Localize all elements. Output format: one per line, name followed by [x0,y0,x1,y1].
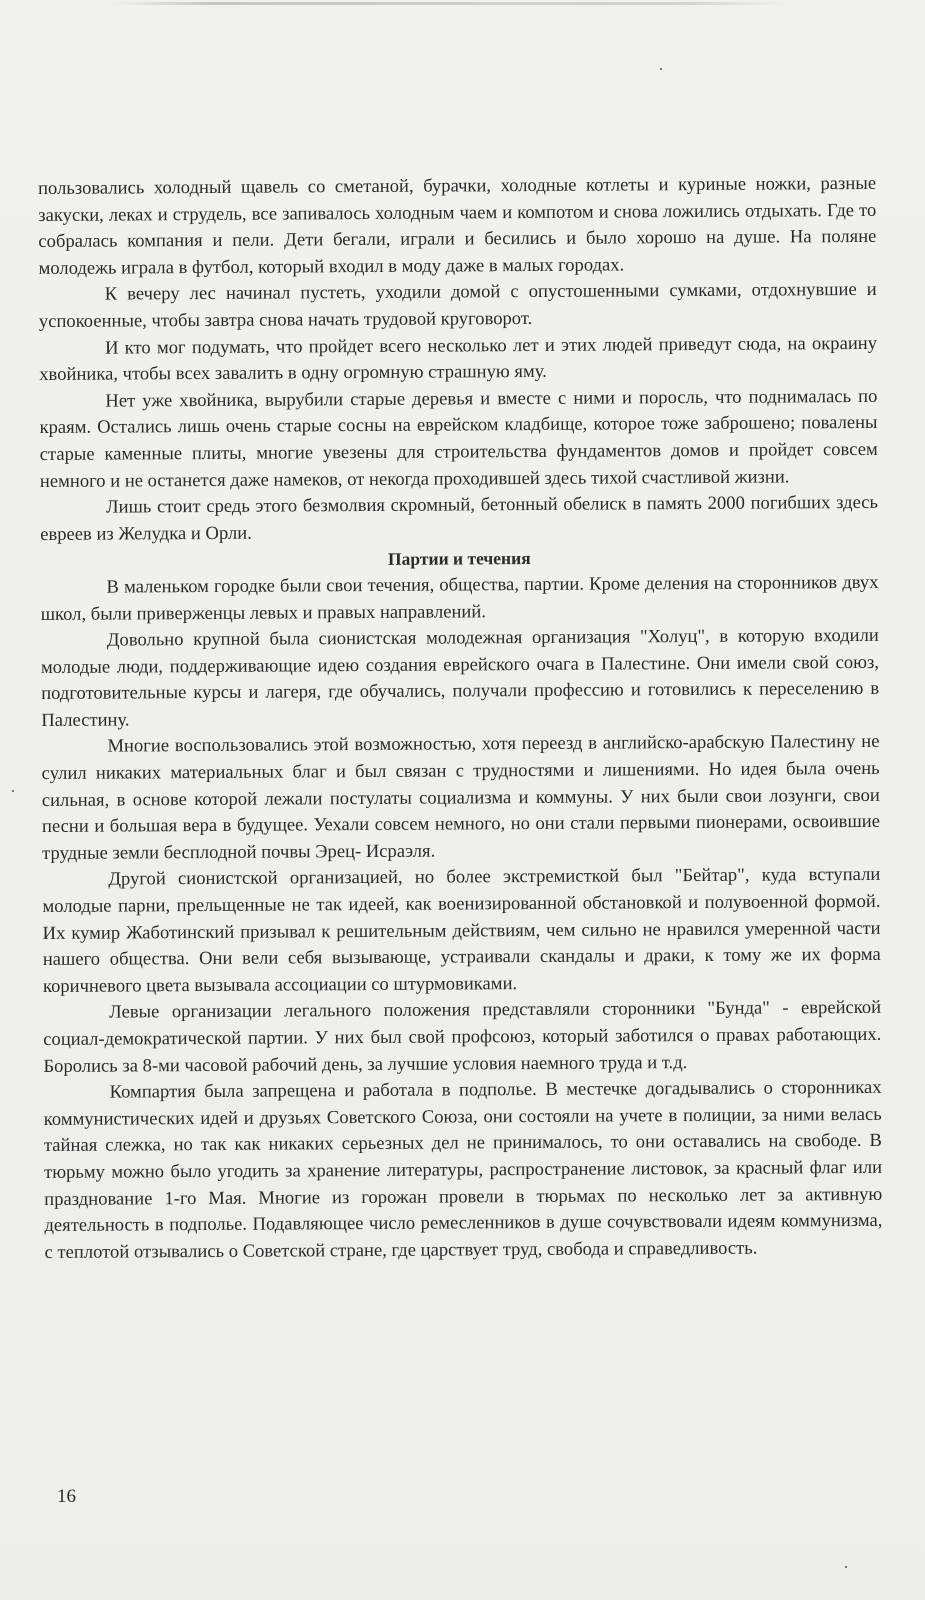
page-body-text [38,171,883,1266]
scan-speck [845,1566,847,1568]
paragraph: Довольно крупной была сионистская молодежная организация "Холуц", в которую входили молодые люди, поддерживающие идею создания еврейского очага в Палестине. Они имели свой союз, подготовительные курсы и лагеря, где обучались, получали профессию и готовились к переселению в Палестину. [40,624,880,731]
paragraph: К вечеру лес начинал пустеть, уходили домой с опустошенными сумками, отдохнувшие и успокоенные, чтобы завтра снова начать трудовой круговорот. [38,279,877,332]
paragraph: Компартия была запрещена и работала в подполье. В местечке догадывались о сторонниках коммунистических идей и друзьях Советского Союза, они состояли на учете в полиции, за ними велась тайная слежка, но так как никаких серьезных дел не принималось, то они оставались на свободе. В тюрьму можно было угодить за хранение литературы, распространение листовок, за красный флаг или празднование 1-го Мая. Многие из горожан провели в тюрьмах по несколько лет за активную деятельность в подполье. Подавляющее число ремесленников в душе сочувствовали идеям коммунизма, с теплотой отзывались о Советской стране, где царствует труд, свобода и справедливость. [43,1077,883,1263]
paragraph: Левые организации легального положения представляли сторонники "Бунда" - еврейской социал-демократической партии. У них был свой профсоюз, который заботился о правах работающих. Боролись за 8-ми часовой рабочий день, за лучшие условия наемного труда и т.д. [43,997,882,1077]
paragraph: Многие воспользовались этой возможностью, хотя переезд в английско-арабскую Палестину не сулил никаких материальных благ и был связан с трудностями и лишениями. Но идея была очень сильная, в основе которой лежали постулаты социализма и коммуны. У них были свои лозунги, свои песни и большая вера в будущее. Уехали совсем немного, но они стали первыми пионерами, освоившие трудные земли бесплодной почвы Эрец- Исраэля. [41,731,881,864]
page-number: 16 [57,1486,76,1507]
paragraph: И кто мог подумать, что пройдет всего несколько лет и этих людей приведут сюда, на окраину хвойника, чтобы всех завалить в одну огромную страшную яму. [39,332,878,386]
section-title: Партии и течения [387,548,531,570]
scan-speck [12,790,14,792]
scan-top-edge [110,2,790,5]
paragraph: В маленьком городке были свои течения, общества, партии. Кроме деления на сторонников двух школ, были приверженцы левых и правых направлений. [40,571,879,625]
paragraph: пользовались холодный щавель со сметаной, бурачки, холодные котлеты и куриные ножки, разные закуски, леках и струдель, все запивалось холодным чаем и компотом и снова ложились отдыхать. Где то собралась компания и пели. Дети бегали, играли и бесились и было хорошо на душе. На поляне молодежь играла в футбол, который входил в моду даже в малых городах. [38,172,877,279]
scan-speck [660,68,662,70]
paragraph: Другой сионистской организацией, но более экстремисткой был "Бейтар", куда вступали молодые парни, прельщенные не так идеей, как военизированной обстановкой и полувоенной формой. Их кумир Жаботинский призывал к решительным действиям, чем сильно не нравился умеренной части нашего общества. Они вели себя вызывающе, устраивали скандалы и драки, к тому же их форма коричневого цвета вызывала ассоциации со штурмовиками. [42,864,881,997]
paragraph: Нет уже хвойника, вырубили старые деревья и вместе с ними и поросль, что поднималась по краям. Остались лишь очень старые сосны на еврейском кладбище, которое тоже заброшено; повалены старые каменные плиты, многие увезены для строительства фундаментов домов и пройдет совсем немного и не останется даже намеков, от некогда проходившей здесь тихой счастливой жизни. [39,385,878,492]
paragraph: Лишь стоит средь этого безмолвия скромный, бетонный обелиск в память 2000 погибших здесь евреев из Желудка и Орли. [40,492,879,545]
